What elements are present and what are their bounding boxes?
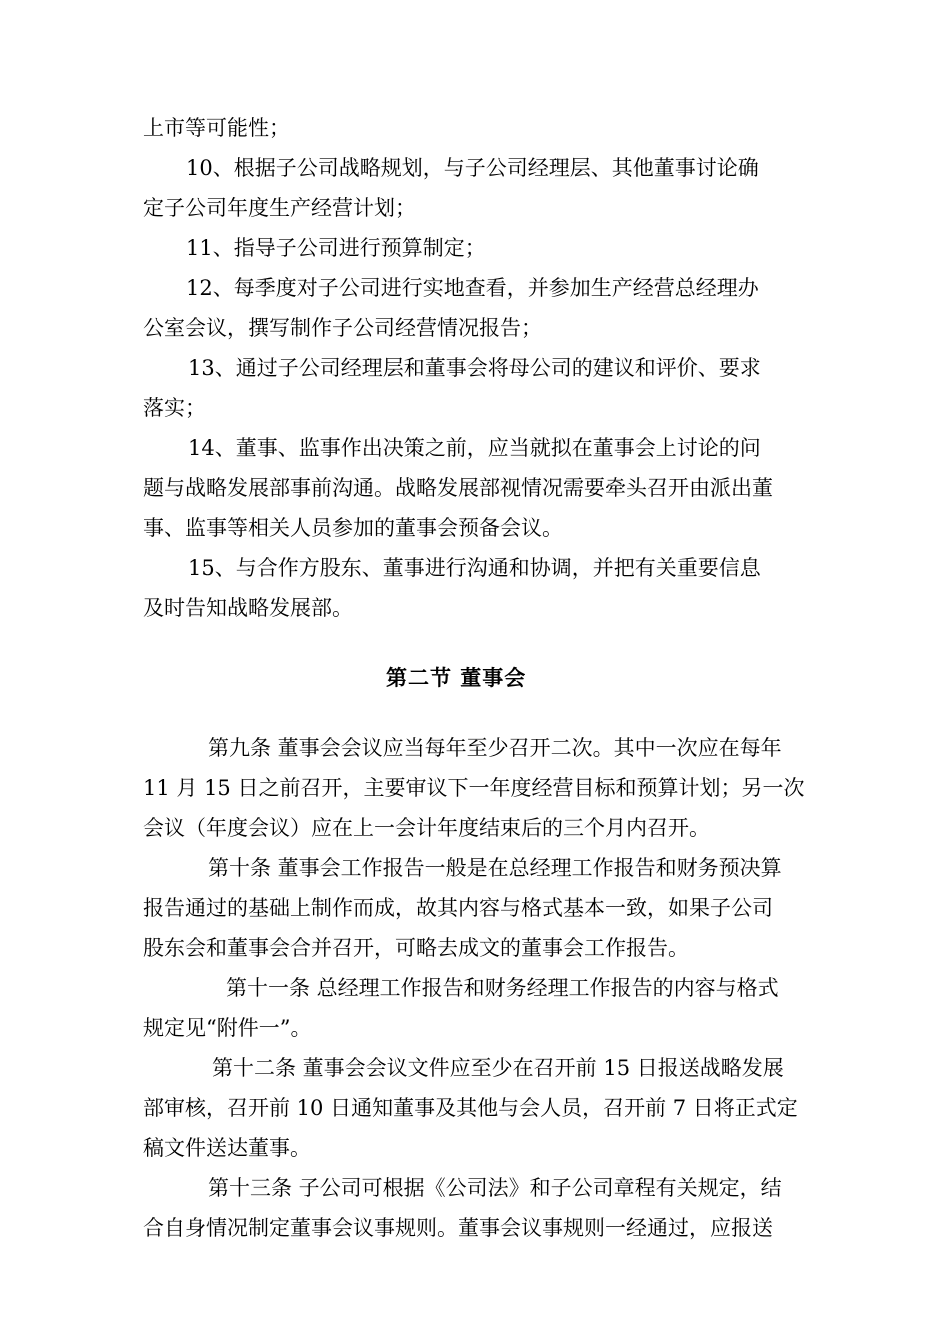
- list-item-14: 14、董事、监事作出决策之前，应当就拟在董事会上讨论的问: [188, 436, 761, 460]
- text-line: 合自身情况制定董事会议事规则。董事会议事规则一经通过，应报送: [143, 1216, 773, 1240]
- text-line: 公室会议，撰写制作子公司经营情况报告；: [143, 316, 542, 340]
- list-item-10: 10、根据子公司战略规划，与子公司经理层、其他董事讨论确: [186, 156, 759, 180]
- text-line: 定子公司年度生产经营计划；: [143, 196, 416, 220]
- article-13: 第十三条 子公司可根据《公司法》和子公司章程有关规定，结: [208, 1176, 782, 1200]
- list-item-12: 12、每季度对子公司进行实地查看，并参加生产经营总经理办: [186, 276, 759, 300]
- article-11: 第十一条 总经理工作报告和财务经理工作报告的内容与格式: [226, 976, 779, 1000]
- article-12: 第十二条 董事会会议文件应至少在召开前 15 日报送战略发展: [212, 1056, 784, 1080]
- article-10: 第十条 董事会工作报告一般是在总经理工作报告和财务预决算: [208, 856, 782, 880]
- list-item-11: 11、指导子公司进行预算制定；: [186, 236, 486, 260]
- text-line: 及时告知战略发展部。: [143, 596, 353, 620]
- text-line: 题与战略发展部事前沟通。战略发展部视情况需要牵头召开由派出董: [143, 476, 773, 500]
- text-line: 部审核，召开前 10 日通知董事及其他与会人员，召开前 7 日将正式定: [143, 1096, 798, 1120]
- text-line: 会议（年度会议）应在上一会计年度结束后的三个月内召开。: [143, 816, 710, 840]
- article-9: 第九条 董事会会议应当每年至少召开二次。其中一次应在每年: [208, 736, 782, 760]
- text-line: 落实；: [143, 396, 206, 420]
- section-heading: 第二节 董事会: [386, 665, 527, 690]
- text-line: 事、监事等相关人员参加的董事会预备会议。: [143, 516, 563, 540]
- text-line: 上市等可能性；: [143, 116, 290, 140]
- text-line: 稿文件送达董事。: [143, 1136, 311, 1160]
- text-line: 股东会和董事会合并召开，可略去成文的董事会工作报告。: [143, 936, 689, 960]
- list-item-13: 13、通过子公司经理层和董事会将母公司的建议和评价、要求: [188, 356, 761, 380]
- text-line: 报告通过的基础上制作而成，故其内容与格式基本一致，如果子公司: [143, 896, 773, 920]
- list-item-15: 15、与合作方股东、董事进行沟通和协调，并把有关重要信息: [188, 556, 761, 580]
- text-line: 规定见“附件一”。: [143, 1016, 312, 1040]
- text-line: 11 月 15 日之前召开，主要审议下一年度经营目标和预算计划；另一次: [143, 776, 805, 800]
